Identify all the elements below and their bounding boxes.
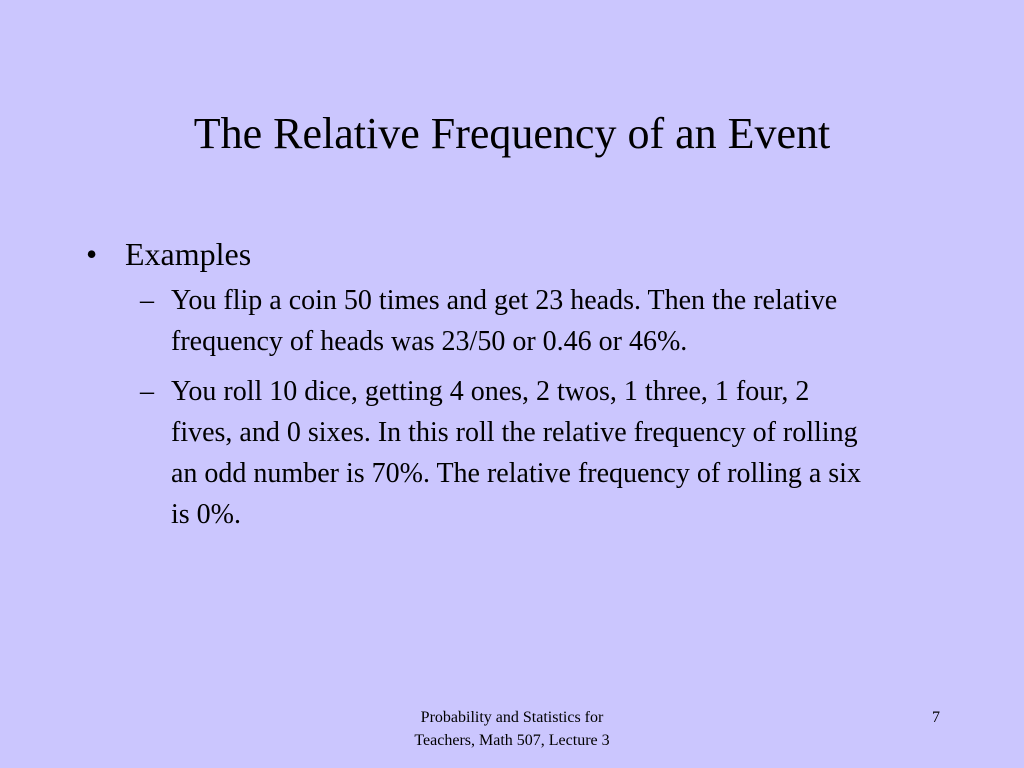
footer-line-1: Probability and Statistics for bbox=[420, 709, 604, 726]
slide-title: The Relative Frequency of an Event bbox=[193, 109, 831, 158]
footer-line-2: Teachers, Math 507, Lecture 3 bbox=[414, 732, 610, 749]
page-number: 7 bbox=[932, 709, 940, 726]
sub-bullet-coin-flip bbox=[86, 280, 861, 362]
dash-icon: – bbox=[140, 376, 154, 407]
bullet-dot-icon: • bbox=[86, 236, 98, 272]
footer-course-info bbox=[362, 706, 662, 752]
sub-bullet-dice-roll bbox=[86, 371, 861, 535]
bullet-examples bbox=[86, 232, 966, 276]
dash-icon: – bbox=[140, 285, 154, 316]
bullet-text: Examples bbox=[125, 236, 252, 272]
sub-bullet-list bbox=[86, 280, 966, 535]
sub-bullet-text: You roll 10 dice, getting 4 ones, 2 twos, 1 three, 1 four, 2 fives, and 0 sixes. In this roll the relative frequency of rolling an odd number is 70%. The relative frequency of rolling a six is 0%. bbox=[171, 376, 861, 530]
sub-bullet-text: You flip a coin 50 times and get 23 heads. Then the relative frequency of heads was 23/50 or 0.46 or 46%. bbox=[171, 285, 838, 357]
slide-content bbox=[86, 232, 966, 544]
